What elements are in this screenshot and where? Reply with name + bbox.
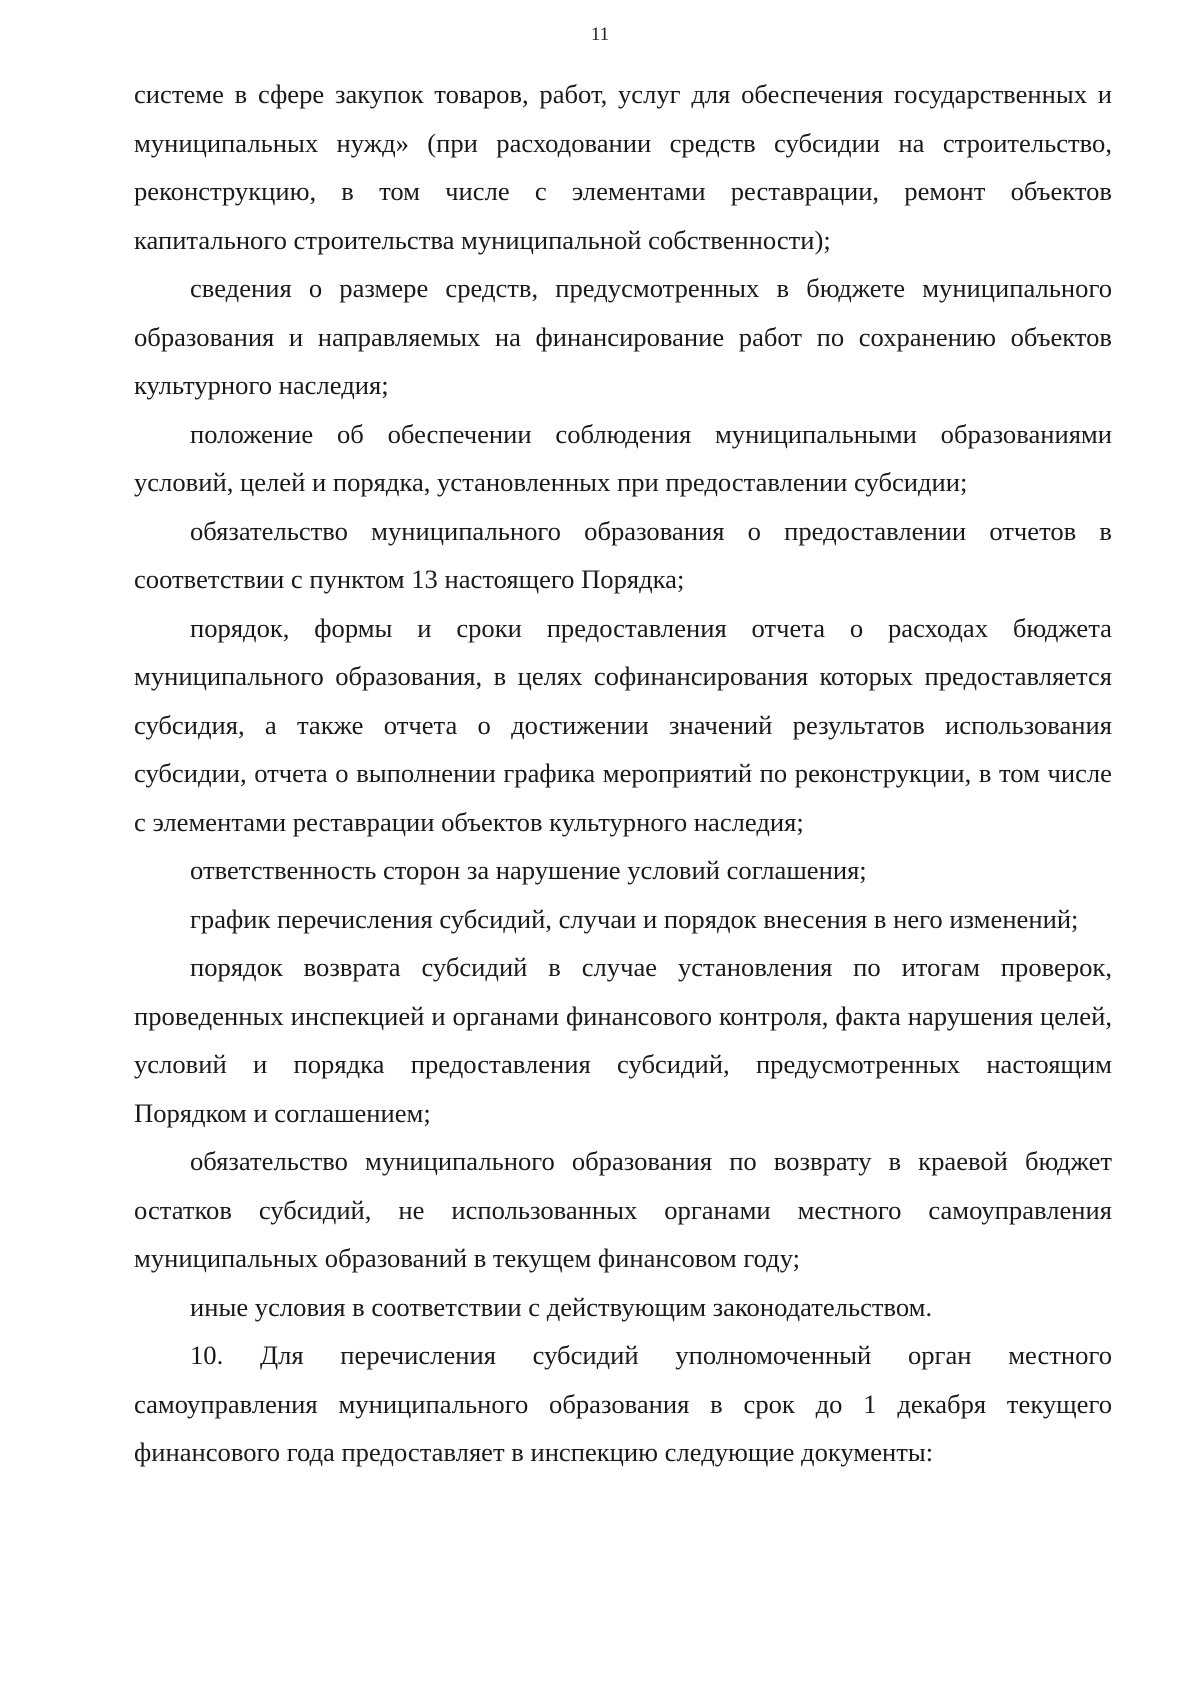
paragraph-responsibility: ответственность сторон за нарушение условий соглашения; — [190, 855, 867, 885]
paragraph-compliance-provision: положение об обеспечении соблюдения муниципальными образованиями условий, целей и порядка, установленных при предоставлении субсидии; — [134, 418, 1112, 497]
paragraph-report-procedure: порядок, формы и сроки предоставления отчета о расходах бюджета муниципального образования, в целях софинансирования которых предоставляется субсидия, а также отчета о достижении значений результатов использования субсидии, отчета о выполнении графика мероприятий по реконструкции, в том числе с элементами реставрации объектов культурного наследия; — [134, 612, 1112, 837]
document-body — [134, 70, 1112, 1477]
paragraph-reporting-obligation: обязательство муниципального образования о предоставлении отчетов в соответствии с пунктом 13 настоящего Порядка; — [134, 515, 1112, 594]
paragraph-item-10: 10. Для перечисления субсидий уполномоченный орган местного самоуправления муниципального образования в срок до 1 декабря текущего финансового года предоставляет в инспекцию следующие документы: — [134, 1340, 1112, 1467]
paragraph-other-conditions: иные условия в соответствии с действующим законодательством. — [190, 1291, 933, 1322]
paragraph-budget-info: сведения о размере средств, предусмотренных в бюджете муниципального образования и направляемых на финансирование работ по сохранению объектов культурного наследия; — [134, 273, 1112, 400]
paragraph-refund-obligation: обязательство муниципального образования по возврату в краевой бюджет остатков субсидий, не использованных органами местного самоуправления муниципальных образований в текущем финансовом году; — [134, 1146, 1112, 1273]
paragraph-transfer-schedule: график перечисления субсидий, случаи и порядок внесения в него изменений; — [190, 903, 1079, 934]
page-number: 11 — [590, 24, 610, 45]
paragraph-refund-procedure: порядок возврата субсидий в случае установления по итогам проверок, проведенных инспекцией и органами финансового контроля, факта нарушения целей, условий и порядка предоставления субсидий, предусмотренных настоящим Порядком и соглашением; — [134, 952, 1112, 1128]
paragraph-continuation: системе в сфере закупок товаров, работ, услуг для обеспечения государственных и муниципальных нужд» (при расходовании средств субсидии на строительство, реконструкцию, в том числе с элементами реставрации, ремонт объектов капитального строительства муниципальной собственности); — [134, 79, 1112, 255]
